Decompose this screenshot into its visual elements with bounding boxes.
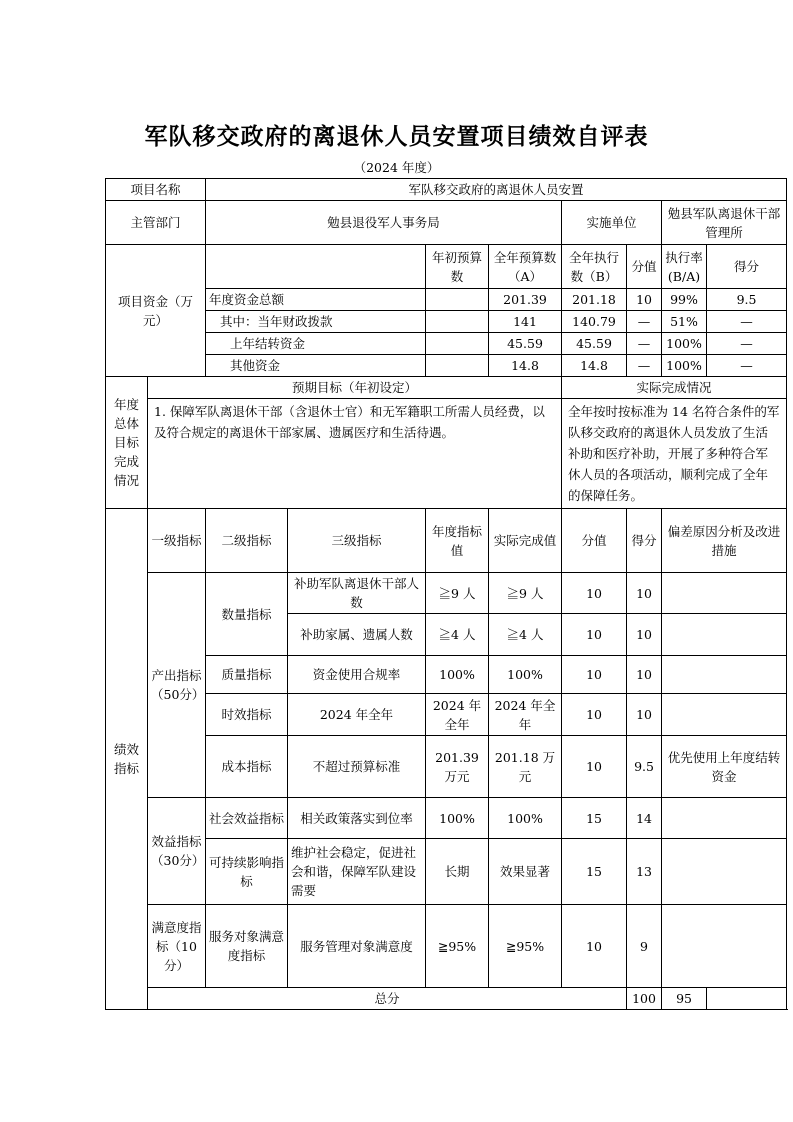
indicator-actual: 100%	[489, 798, 562, 839]
funds-row-budget: 14.8	[489, 355, 562, 377]
indicator-l2: 成本指标	[206, 736, 288, 798]
indicator-l3: 服务管理对象满意度	[288, 905, 426, 988]
funds-row-budget: 141	[489, 311, 562, 333]
funds-row-initial	[426, 355, 489, 377]
indicator-l3: 补助家属、遗属人数	[288, 614, 426, 656]
indicator-score-value: 15	[562, 839, 627, 905]
indicator-score-value: 10	[562, 905, 627, 988]
indicator-target: 2024 年全年	[426, 694, 489, 736]
row-funds-header	[106, 245, 787, 289]
indicator-target: ≧9 人	[426, 573, 489, 614]
header-l3: 三级指标	[288, 509, 426, 573]
funds-row-executed: 140.79	[562, 311, 627, 333]
funds-row-score-value: —	[627, 311, 662, 333]
row-performance-header	[106, 509, 787, 573]
header-score: 得分	[627, 509, 662, 573]
page-title: 军队移交政府的离退休人员安置项目绩效自评表	[144, 124, 649, 150]
indicator-l2: 质量指标	[206, 656, 288, 694]
funds-row-score-value: —	[627, 355, 662, 377]
funds-row-rate: 51%	[662, 311, 707, 333]
indicator-deviation	[662, 573, 787, 614]
year-label: （2024 年度）	[353, 160, 440, 175]
indicator-deviation	[662, 839, 787, 905]
indicator-l2: 可持续影响指标	[206, 839, 288, 905]
funds-row-score-value: 10	[627, 289, 662, 311]
indicator-target: 100%	[426, 656, 489, 694]
indicator-deviation	[662, 905, 787, 988]
goals-actual-header: 实际完成情况	[562, 377, 787, 399]
funds-row	[106, 311, 787, 333]
indicator-deviation	[662, 614, 787, 656]
funds-row-initial	[426, 333, 489, 355]
funds-row-name: 年度资金总额	[206, 289, 426, 311]
indicator-deviation	[662, 694, 787, 736]
indicator-l3: 2024 年全年	[288, 694, 426, 736]
funds-row	[106, 355, 787, 377]
quantity-label: 数量指标	[206, 573, 288, 656]
funds-row-name: 其他资金	[206, 355, 426, 377]
funds-header-rate: 执行率(B/A)	[662, 245, 707, 289]
row-goals-content	[106, 399, 787, 509]
goals-expected-header: 预期目标（年初设定）	[148, 377, 562, 399]
funds-row-score-value: —	[627, 333, 662, 355]
indicator-score: 10	[627, 614, 662, 656]
row-project-name	[106, 179, 787, 201]
indicator-deviation	[662, 656, 787, 694]
indicator-score: 10	[627, 656, 662, 694]
impl-label: 实施单位	[562, 201, 662, 245]
funds-label: 项目资金（万元）	[106, 245, 206, 377]
indicator-l3: 维护社会稳定，促进社会和谐，保障军队建设需要	[288, 839, 426, 905]
indicator-l3: 资金使用合规率	[288, 656, 426, 694]
indicator-row	[106, 656, 787, 694]
funds-row-name: 上年结转资金	[206, 333, 426, 355]
funds-header-score: 得分	[707, 245, 787, 289]
funds-row	[106, 289, 787, 311]
funds-row-budget: 45.59	[489, 333, 562, 355]
funds-row-rate: 100%	[662, 333, 707, 355]
indicator-l3: 补助军队离退休干部人数	[288, 573, 426, 614]
total-label: 总分	[148, 988, 627, 1010]
funds-header-budget: 全年预算数（A）	[489, 245, 562, 289]
header-target: 年度指标值	[426, 509, 489, 573]
funds-header-initial: 年初预算数	[426, 245, 489, 289]
indicator-actual: ≧4 人	[489, 614, 562, 656]
indicator-l2: 时效指标	[206, 694, 288, 736]
funds-row-score: —	[707, 355, 787, 377]
indicator-actual: 100%	[489, 656, 562, 694]
funds-row	[106, 333, 787, 355]
funds-row-score: 9.5	[707, 289, 787, 311]
funds-row-executed: 45.59	[562, 333, 627, 355]
indicator-row	[106, 694, 787, 736]
funds-header-executed: 全年执行数（B）	[562, 245, 627, 289]
dept-label: 主管部门	[106, 201, 206, 245]
indicator-score: 13	[627, 839, 662, 905]
dept-value: 勉县退役军人事务局	[206, 201, 562, 245]
header-score-value: 分值	[562, 509, 627, 573]
indicator-row	[106, 736, 787, 798]
funds-row-budget: 201.39	[489, 289, 562, 311]
header-l1: 一级指标	[148, 509, 206, 573]
indicator-actual: 效果显著	[489, 839, 562, 905]
indicator-l2: 社会效益指标	[206, 798, 288, 839]
row-total	[106, 988, 787, 1010]
indicator-row	[106, 905, 787, 988]
indicator-row	[106, 573, 787, 614]
funds-header-empty	[206, 245, 426, 289]
satisfaction-label: 满意度指标（10分）	[148, 905, 206, 988]
indicator-score-value: 10	[562, 694, 627, 736]
indicator-score: 9	[627, 905, 662, 988]
funds-row-name: 其中：当年财政拨款	[206, 311, 426, 333]
indicator-actual: 2024 年全年	[489, 694, 562, 736]
header-deviation: 偏差原因分析及改进措施	[662, 509, 787, 573]
row-goals-header	[106, 377, 787, 399]
funds-row-executed: 14.8	[562, 355, 627, 377]
benefit-label: 效益指标（30分）	[148, 798, 206, 905]
indicator-target: 100%	[426, 798, 489, 839]
indicator-target: ≧4 人	[426, 614, 489, 656]
indicator-score-value: 10	[562, 736, 627, 798]
goals-expected-text: 1. 保障军队离退休干部（含退休士官）和无军籍职工所需人员经费，以及符合规定的离退休干部家属、遗属医疗和生活待遇。	[148, 399, 562, 509]
performance-label: 绩效指标	[106, 509, 148, 1010]
indicator-actual: ≧9 人	[489, 573, 562, 614]
header-actual: 实际完成值	[489, 509, 562, 573]
total-score-value: 100	[627, 988, 662, 1010]
funds-row-score: —	[707, 311, 787, 333]
indicator-score: 14	[627, 798, 662, 839]
output-label: 产出指标（50分）	[148, 573, 206, 798]
indicator-score-value: 10	[562, 614, 627, 656]
indicator-deviation: 优先使用上年度结转资金	[662, 736, 787, 798]
indicator-l3: 相关政策落实到位率	[288, 798, 426, 839]
indicator-actual: ≧95%	[489, 905, 562, 988]
total-empty	[707, 988, 787, 1010]
indicator-target: 长期	[426, 839, 489, 905]
indicator-deviation	[662, 798, 787, 839]
funds-row-executed: 201.18	[562, 289, 627, 311]
indicator-score: 10	[627, 694, 662, 736]
funds-row-initial	[426, 311, 489, 333]
funds-row-initial	[426, 289, 489, 311]
total-score: 95	[662, 988, 707, 1010]
indicator-actual: 201.18 万元	[489, 736, 562, 798]
impl-value: 勉县军队离退休干部管理所	[662, 201, 787, 245]
indicator-target: 201.39 万元	[426, 736, 489, 798]
evaluation-table	[105, 178, 787, 1010]
indicator-row	[106, 798, 787, 839]
indicator-score: 10	[627, 573, 662, 614]
funds-header-score-value: 分值	[627, 245, 662, 289]
indicator-target: ≧95%	[426, 905, 489, 988]
funds-row-score: —	[707, 333, 787, 355]
funds-row-rate: 100%	[662, 355, 707, 377]
indicator-score-value: 15	[562, 798, 627, 839]
project-name-label: 项目名称	[106, 179, 206, 201]
project-name-value: 军队移交政府的离退休人员安置	[206, 179, 787, 201]
indicator-score-value: 10	[562, 656, 627, 694]
goals-actual-text: 全年按时按标准为 14 名符合条件的军队移交政府的离退休人员发放了生活补助和医疗补助，开展了多种符合军休人员的各项活动，顺利完成了全年的保障任务。	[562, 399, 787, 509]
indicator-l2: 服务对象满意度指标	[206, 905, 288, 988]
indicator-score: 9.5	[627, 736, 662, 798]
indicator-score-value: 10	[562, 573, 627, 614]
header-l2: 二级指标	[206, 509, 288, 573]
funds-row-rate: 99%	[662, 289, 707, 311]
goals-label: 年度总体目标完成情况	[106, 377, 148, 509]
indicator-l3: 不超过预算标准	[288, 736, 426, 798]
row-department	[106, 201, 787, 245]
indicator-row	[106, 839, 787, 905]
